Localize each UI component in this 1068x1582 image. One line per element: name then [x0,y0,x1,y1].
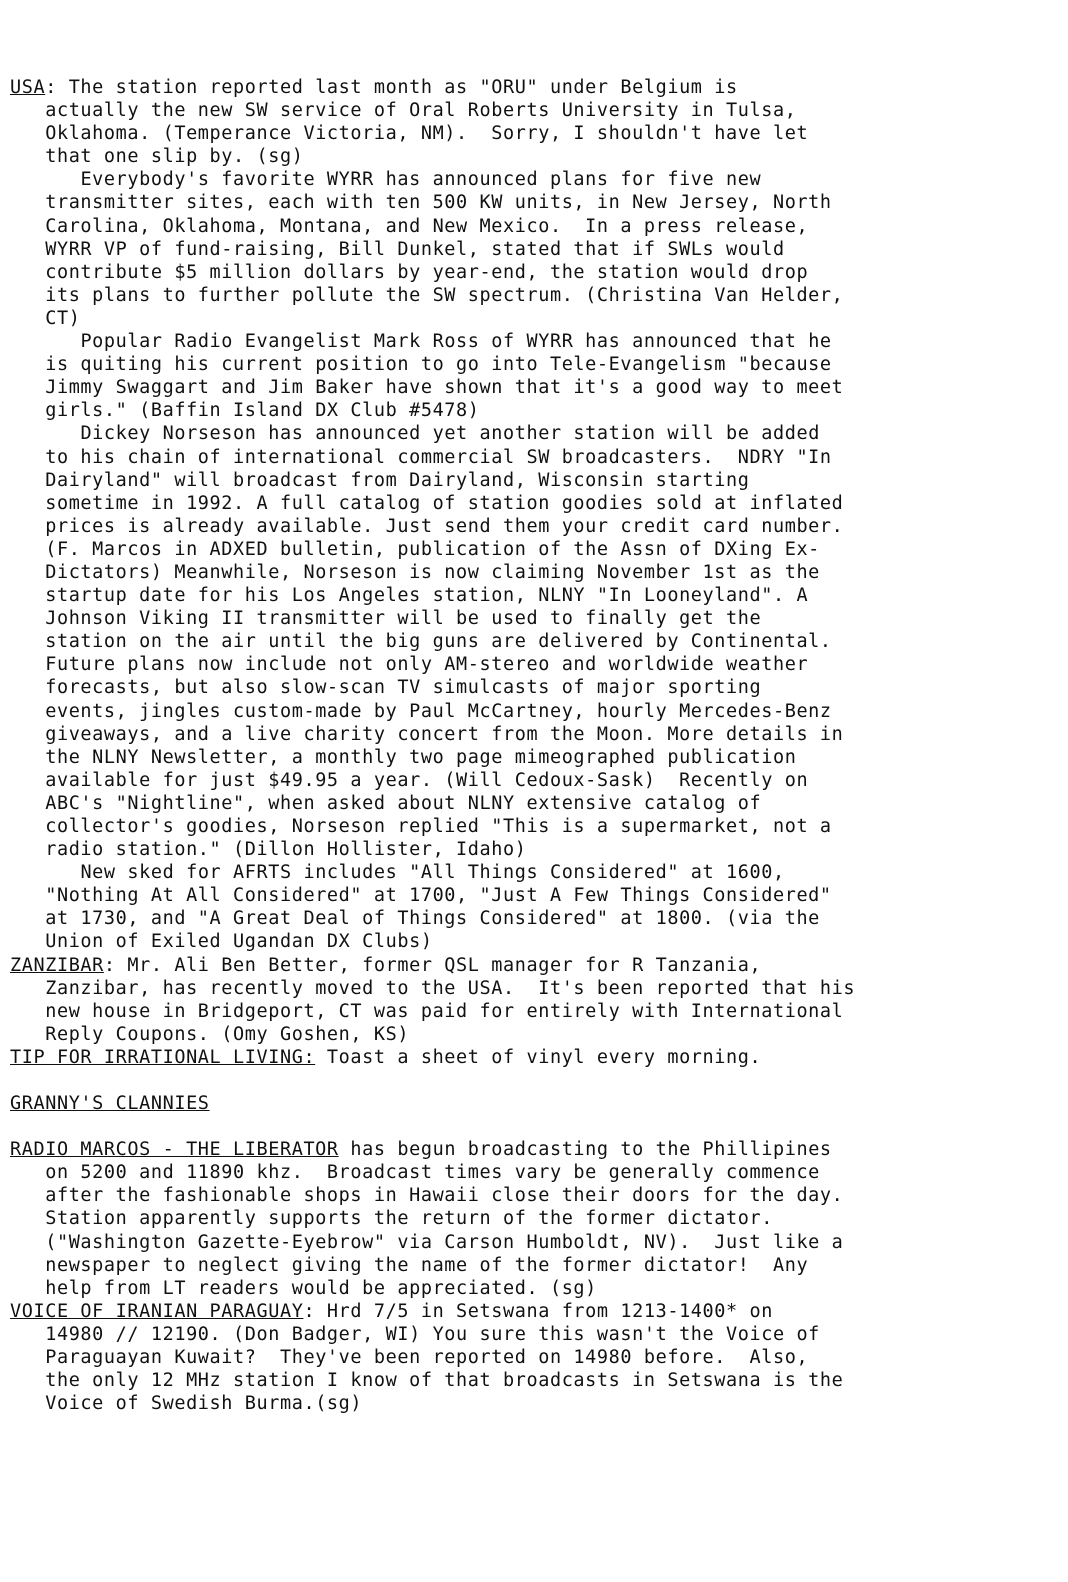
entry-radio-marcos [10,1138,1010,1300]
entry-usa [10,76,1010,954]
usa-paragraph-wyrr-transmitters: Everybody's favorite WYRR has announced plans for five new transmitter sites, each with ten 500 KW units, in New Jersey, North Carolina, Oklahoma, Montana, and New Mexico. In a press release, WYRR VP of fund-raising, Bill Dunkel, stated that if SWLs would contribute $5 million dollars by year-end, the station would drop its plans to further pollute the SW spectrum. (Christina Van Helder, CT) [45,169,844,329]
tip-heading: TIP FOR IRRATIONAL LIVING: [10,1046,316,1068]
country-heading-usa: USA [10,77,46,98]
usa-paragraph-afrts: New sked for AFRTS includes "All Things Considered" at 1600, "Nothing At All Considered" at 1700, "Just A Few Things Considered" at 1730, and "A Great Deal of Things Considered" at 1800. (via the Union of Exiled Ugandan DX Clubs) [45,862,832,953]
usa-oru-text: : The station reported last month as "ORU" under Belgium is actually the new SW service of Oral Roberts University in Tulsa, Oklahoma. (Temperance Victoria, NM). Sorry, I shouldn't have let that one slip by. (sg) [45,77,809,168]
newsletter-page [10,76,1010,1415]
tip-text: Toast a sheet of vinyl every morning. [315,1046,762,1068]
country-heading-zanzibar: ZANZIBAR [10,954,104,976]
section-title: GRANNY'S CLANNIES [10,1093,210,1115]
spacer [10,1115,1010,1138]
usa-paragraph-mark-ross: Popular Radio Evangelist Mark Ross of WYRR has announced that he is quiting his current position to go into Tele-Evangelism "because Jimmy Swaggart and Jim Baker have shown that it's a good way to meet girls." (Baffin Island DX Club #5478) [45,331,844,422]
station-heading-voice-iranian-paraguay: VOICE OF IRANIAN PARAGUAY [10,1300,304,1322]
entry-voice-iranian-paraguay [10,1300,1010,1415]
entry-zanzibar [10,954,1010,1046]
usa-paragraph-norseson: Dickey Norseson has announced yet another station will be added to his chain of international commercial SW broadcasters. NDRY "In Dairyland" will broadcast from Dairyland, Wisconsin starting sometime in 1992. A full catalog of station goodies sold at inflated prices is already available. Just send them your credit card number. (F. Marcos in ADXED bulletin, publication of the Assn of DXing Ex- Dictators) Meanwhile, Norseson is now claiming November 1st as the startup date for his Los Angeles station, NLNY "In Looneyland". A Johnson Viking II transmitter will be used to finally get the station on the air until the big guns are delivered by Continental. Future plans now include not only AM-stereo and worldwide weather forecasts, but also slow-scan TV simulcasts of major sporting events, jingles custom-made by Paul McCartney, hourly Mercedes-Benz giveaways, and a live charity concert from the Moon. More details in the NLNY Newsletter, a monthly two page mimeographed publication available for just $49.95 a year. (Will Cedoux-Sask) Recently on ABC's "Nightline", when asked about NLNY extensive catalog of collector's goodies, Norseson replied "This is a supermarket, not a radio station." (Dillon Hollister, Idaho) [45,423,844,861]
entry-tip [10,1046,1010,1069]
usa-paragraph-oru [10,76,1010,168]
spacer [10,1069,1010,1092]
radio-marcos-text: has begun broadcasting to the Phillipines on 5200 and 11890 khz. Broadcast times vary be generally commence after the fashionable shops in Hawaii close their doors for the day. Station apparently supports the return of the former dictator. ("Washington Gazette-Eyebrow" via Carson Humboldt, NV). Just like a newspaper to neglect giving the name of the former dictator! Any help from LT readers would be appreciated. (sg) [45,1139,844,1299]
zanzibar-text: : Mr. Ali Ben Better, former QSL manager for R Tanzania, Zanzibar, has recently moved to the USA. It's been reported that his new house in Bridgeport, CT was paid for entirely with International Reply Coupons. (Omy Goshen, KS) [45,954,856,1045]
voice-iranian-paraguay-text: : Hrd 7/5 in Setswana from 1213-1400* on 14980 // 12190. (Don Badger, WI) You sure this wasn't the Voice of Paraguayan Kuwait? They've been reported on 14980 before. Also, the only 12 MHz station I know of that broadcasts in Setswana is the Voice of Swedish Burma.(sg) [45,1300,844,1415]
station-heading-radio-marcos: RADIO MARCOS - THE LIBERATOR [10,1139,339,1161]
